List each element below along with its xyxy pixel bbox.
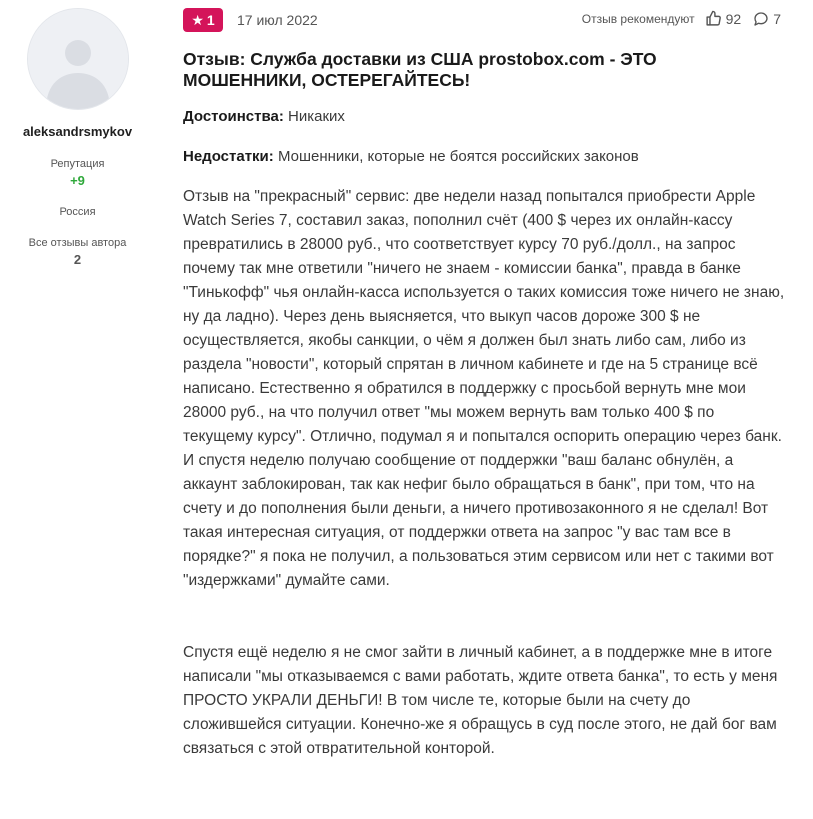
comment-bubble-icon [753, 11, 769, 27]
review-pros [183, 107, 783, 127]
all-reviews-count[interactable]: 2 [73, 252, 82, 267]
comments-button[interactable] [753, 11, 769, 27]
likes-count: 92 [725, 10, 742, 27]
review-paragraph: Спустя ещё неделю я не смог зайти в личный кабинет, а в поддержке мне в итоге написали "мы отказываемся с вами работать, ждите ответа банка", то есть у меня ПРОСТО УКРАЛИ ДЕНЬГИ! В том числе те, которые были на счету до сложившейся ситуации. Конечно-же я обращусь в суд после этого, не дай бог вам связаться с этой отвратительной конторой. [183, 644, 778, 757]
reputation-label: Репутация [50, 158, 105, 170]
like-button[interactable] [705, 10, 722, 27]
thumbs-up-icon [705, 10, 722, 27]
recommend-label: Отзыв рекомендуют [581, 11, 695, 26]
review-cons [183, 147, 783, 167]
rating-badge [183, 8, 223, 32]
star-icon: ★ [191, 12, 204, 28]
recommend-bar [582, 10, 781, 27]
review-date: 17 июл 2022 [237, 12, 318, 28]
pros-label: Достоинства: [183, 108, 284, 125]
review-title: Отзыв: Служба доставки из США prostobox.com - ЭТО МОШЕННИКИ, ОСТЕРЕГАЙТЕСЬ! [183, 49, 657, 90]
cons-value: Мошенники, которые не боятся российских законов [277, 148, 639, 165]
review-body [183, 185, 787, 761]
review-paragraph: Отзыв на "прекрасный" сервис: две недели назад попытался приобрести Apple Watch Series 7, составил заказ, пополнил счёт (400 $ через их онлайн-кассу превратились в 28000 руб., что соответствует курсу 70 руб./долл., на запрос почему так мне ответили "ничего не знаем - комиссии банка", правда в банке "Тинькофф" чья онлайн-касса используется о таких комиссия тоже ничего не знаю, ну да ладно). Через день выясняется, что выкуп часов дороже 300 $ не осуществляется, якобы санкции, о чём я должен был знать либо сам, либо из раздела "новости", который спрятан в личном кабинете и где на 5 странице всё написано. Естественно я обратился в поддержку с просьбой вернуть мне мои 28000 руб., на что получил ответ "мы можем вернуть вам только 400 $ по текущему курсу". Отлично, подумал я и попытался оспорить операцию через банк. И спустя неделю получаю сообщение от поддержки "ваш баланс обнулён, а аккаунт заблокирован, так как нефиг было обращаться в банк", при том, что на счету и до пополнения были деньги, а ничего противозаконного я не сделал! Вот такая интересная ситуация, от поддержки ответа на запрос "у вас там все в порядке?" я пока не получил, а пользоваться этим сервисом или нет с такими вот "издержками" думайте сами. [183, 188, 785, 589]
all-reviews-label[interactable]: Все отзывы автора [28, 237, 127, 249]
author-name-link[interactable]: aleksandrsmykov [22, 124, 133, 139]
pros-value: Никаких [288, 108, 345, 125]
user-placeholder-icon [28, 9, 128, 109]
avatar[interactable] [27, 8, 129, 110]
reputation-value: +9 [70, 173, 85, 188]
rating-value: 1 [206, 12, 215, 28]
author-country: Россия [59, 206, 96, 218]
comments-count: 7 [773, 10, 781, 27]
cons-label: Недостатки: [183, 148, 274, 165]
